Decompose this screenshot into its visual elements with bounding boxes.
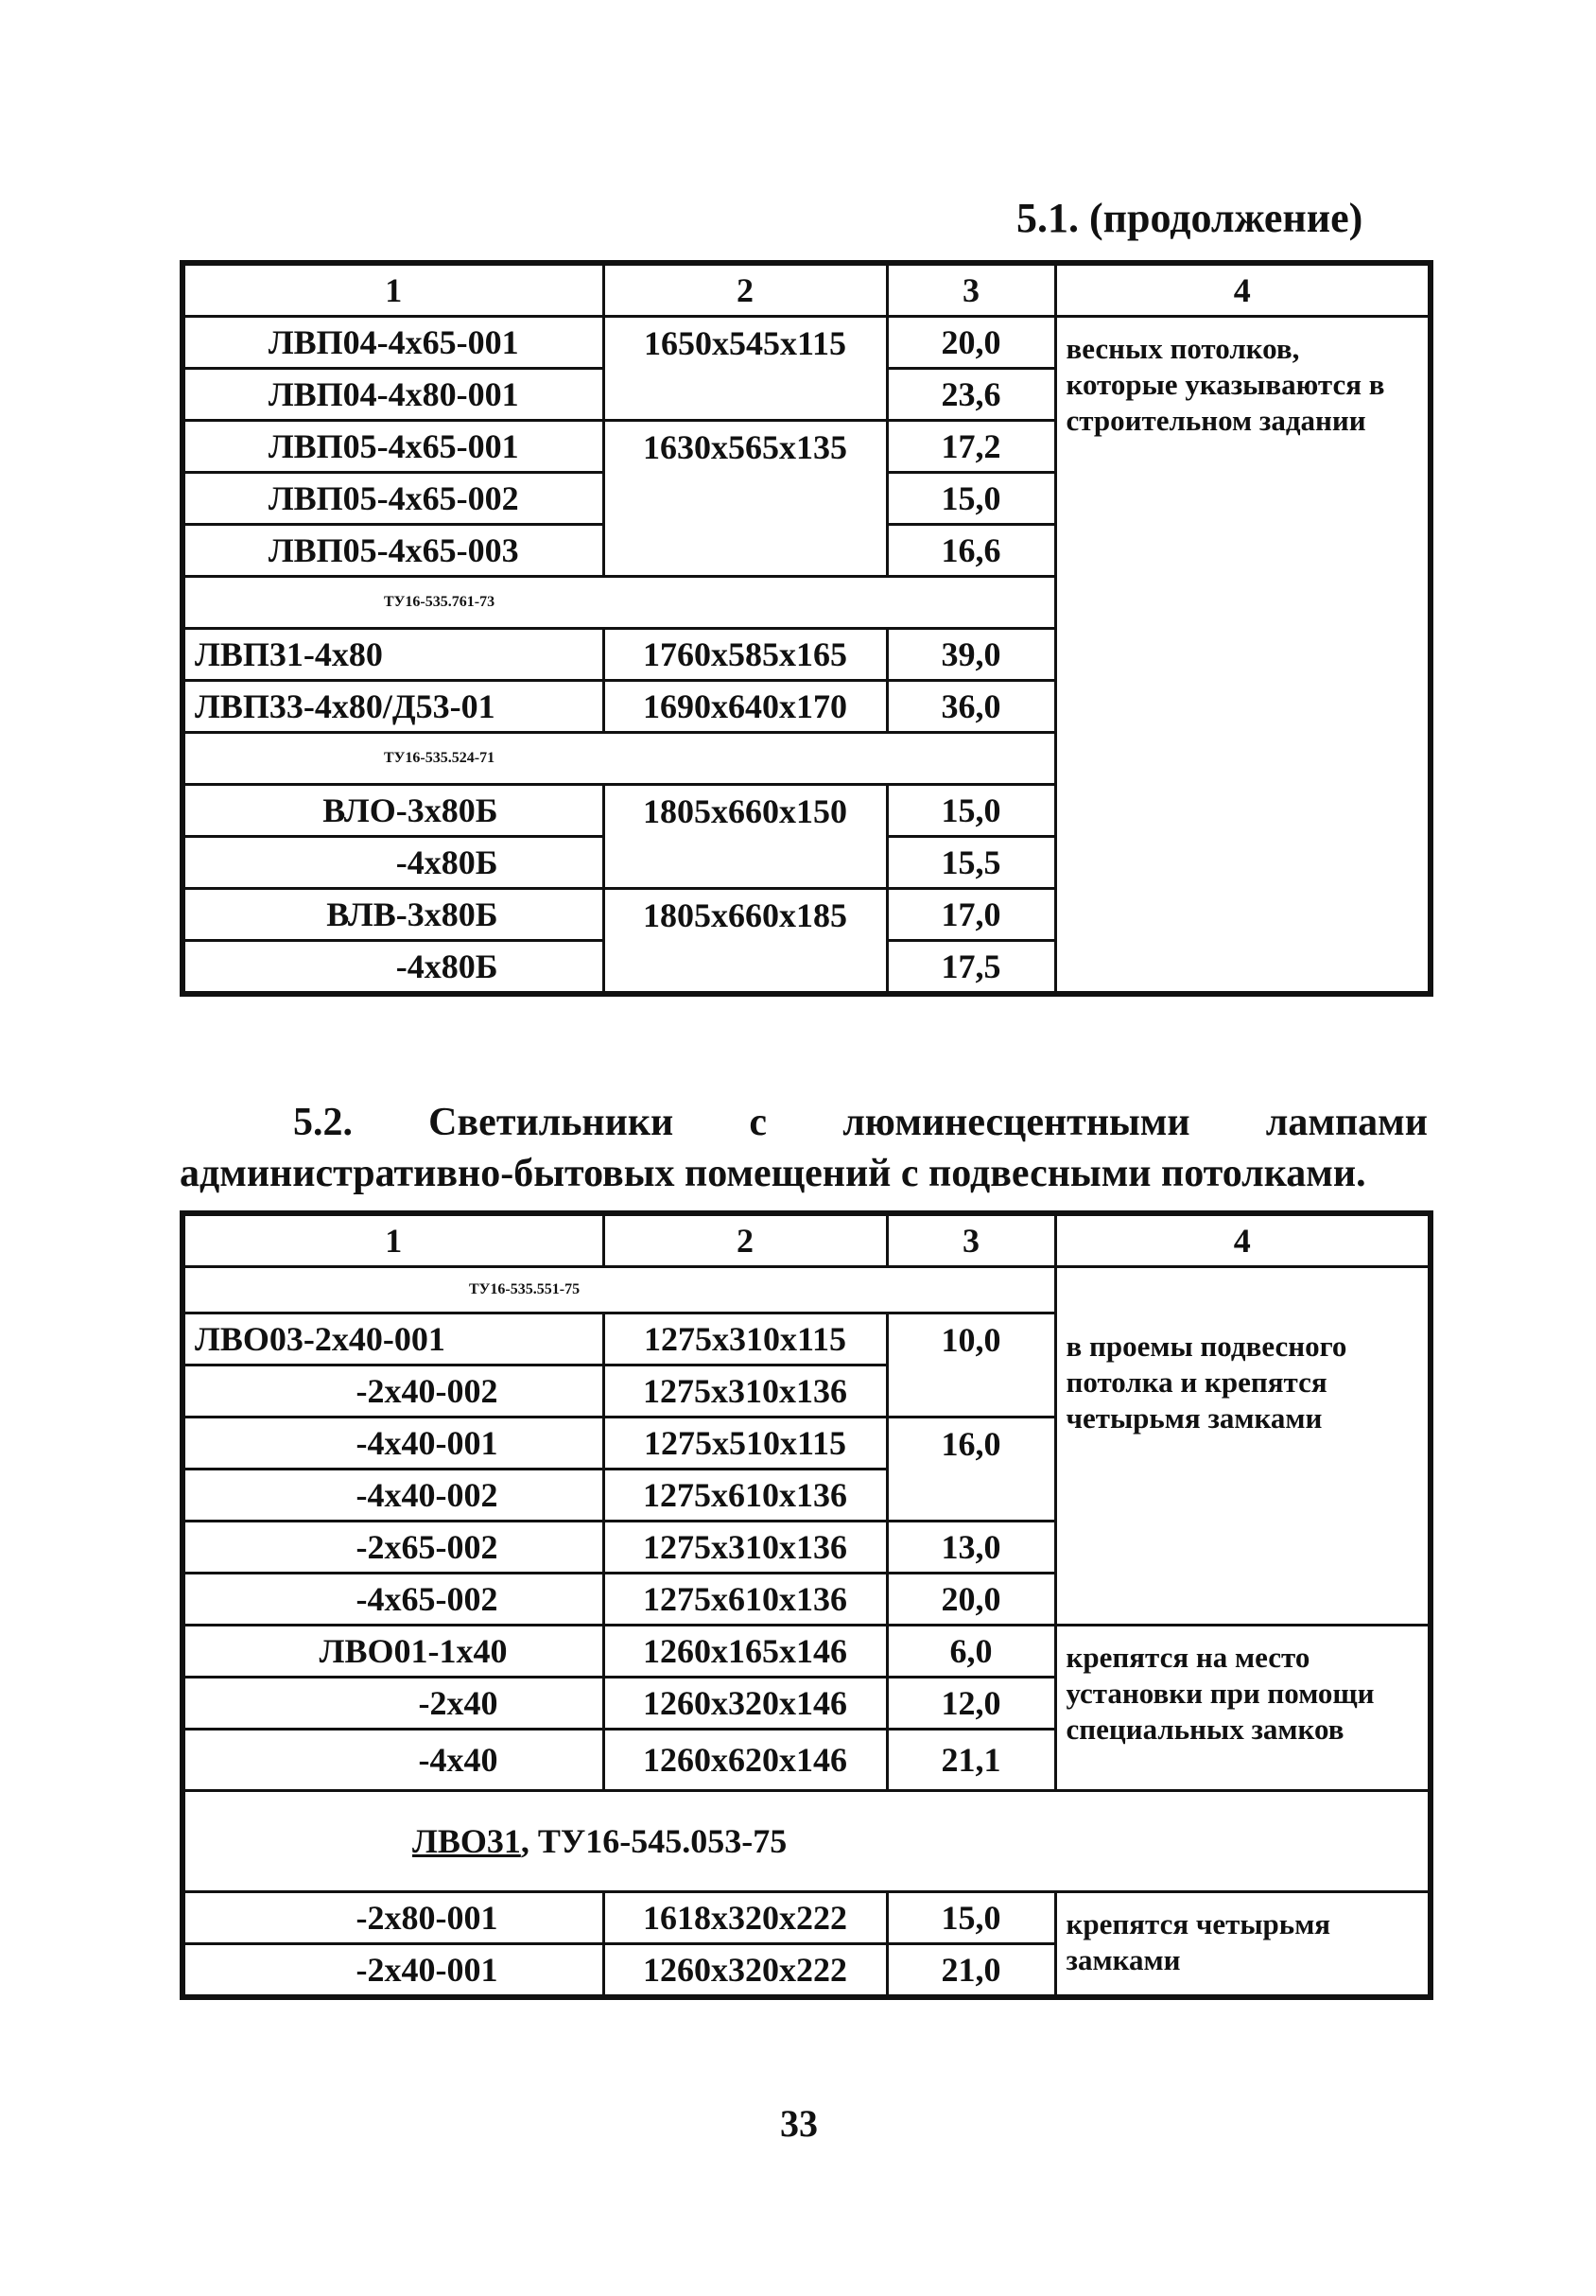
lamp-mass: 20,0 [887, 317, 1055, 369]
lamp-name: ЛВП33-4х80/Д53-01 [182, 681, 603, 733]
group-title-row [182, 577, 1431, 629]
lamp-name: -2х40-002 [182, 1365, 603, 1418]
lamp-name: ЛВП31-4х80 [182, 629, 603, 681]
lamp-mass: 23,6 [887, 369, 1055, 421]
lamp-mass: 16,0 [887, 1418, 1055, 1522]
col-header-4: 4 [1055, 263, 1431, 317]
lamp-dimensions: 1260х320х222 [603, 1944, 887, 1998]
col-header-2: 2 [603, 263, 887, 317]
lamp-mass: 21,0 [887, 1944, 1055, 1998]
table-5-1-continued [180, 260, 1433, 997]
lamp-name: ВЛВ-3х80Б [182, 889, 603, 941]
lamp-dimensions: 1805х660х150 [603, 785, 887, 889]
lamp-name: -4х40 [182, 1730, 603, 1791]
table-row [182, 1626, 1431, 1678]
group-title-row [182, 1267, 1431, 1313]
group-title-row [182, 1791, 1431, 1892]
group-title: ТУ16-535.524-71 [182, 733, 1055, 785]
group-title: ТУ16-535.551-75 [182, 1267, 1055, 1313]
col-header-3: 3 [887, 263, 1055, 317]
lamp-name: ЛВО03-2х40-001 [182, 1313, 603, 1365]
heading-word: лампами [1265, 1101, 1428, 1144]
lamp-name: ВЛО-3х80Б [182, 785, 603, 837]
continuation-title: 5.1. (продолжение) [1016, 195, 1363, 241]
table-header-row [182, 263, 1431, 317]
note-empty-cell [1055, 577, 1431, 995]
note-text: крепятся на место установки при помощи специальных замков [1055, 1626, 1431, 1791]
lamp-dimensions: 1260х320х146 [603, 1678, 887, 1730]
lamp-name: -4х40-002 [182, 1470, 603, 1522]
lamp-name: ЛВП05-4х65-003 [182, 525, 603, 577]
note-text: в проемы подвесного потолка и крепятся четырьмя замками [1055, 1267, 1431, 1626]
section-number: 5.2. [293, 1101, 353, 1144]
page-number: 33 [780, 2102, 818, 2145]
lamp-mass: 17,0 [887, 889, 1055, 941]
lamp-dimensions: 1650х545х115 [603, 317, 887, 421]
lamp-dimensions: 1260х620х146 [603, 1730, 887, 1791]
heading-line-2: административно-бытовых помещений с подвесными потолками. [180, 1152, 1366, 1195]
heading-word: Светильники [428, 1101, 674, 1144]
lamp-mass: 17,2 [887, 421, 1055, 473]
group-title: ТУ16-535.761-73 [182, 577, 1055, 629]
lamp-name: -4х80Б [182, 837, 603, 889]
lamp-name: ЛВП04-4х80-001 [182, 369, 603, 421]
lamp-mass: 12,0 [887, 1678, 1055, 1730]
lamp-name: ЛВП05-4х65-002 [182, 473, 603, 525]
note-text: весных потолков, которые указываются в строительном задании [1055, 317, 1431, 577]
group-title-rest: , ТУ16-545.053-75 [520, 1822, 788, 1860]
lamp-dimensions: 1275х610х136 [603, 1470, 887, 1522]
section-5-2-heading [180, 1097, 1428, 1199]
lamp-dimensions: 1275х310х115 [603, 1313, 887, 1365]
lamp-dimensions: 1260х165х146 [603, 1626, 887, 1678]
lamp-dimensions: 1275х510х115 [603, 1418, 887, 1470]
heading-word: с [749, 1101, 768, 1144]
lamp-dimensions: 1630х565х135 [603, 421, 887, 577]
lamp-name: -4х40-001 [182, 1418, 603, 1470]
lamp-mass: 6,0 [887, 1626, 1055, 1678]
heading-word: люминесцентными [842, 1101, 1190, 1144]
lamp-name: ЛВП05-4х65-001 [182, 421, 603, 473]
table-header-row [182, 1213, 1431, 1267]
lamp-name: -2х65-002 [182, 1522, 603, 1574]
group-title-underlined: ЛВО31 [412, 1822, 521, 1860]
lamp-dimensions: 1805х660х185 [603, 889, 887, 995]
group-title [182, 1791, 1431, 1892]
col-header-3: 3 [887, 1213, 1055, 1267]
note-text: крепятся четырьмя замками [1055, 1892, 1431, 1998]
lamp-name: ЛВП04-4х65-001 [182, 317, 603, 369]
lamp-name: ЛВО01-1х40 [182, 1626, 603, 1678]
col-header-1: 1 [182, 263, 603, 317]
table-row [182, 317, 1431, 369]
lamp-dimensions: 1275х310х136 [603, 1365, 887, 1418]
lamp-name: -2х40-001 [182, 1944, 603, 1998]
table-row [182, 1892, 1431, 1944]
lamp-mass: 15,0 [887, 785, 1055, 837]
lamp-mass: 15,0 [887, 1892, 1055, 1944]
lamp-mass: 10,0 [887, 1313, 1055, 1418]
lamp-name: -2х80-001 [182, 1892, 603, 1944]
lamp-dimensions: 1618х320х222 [603, 1892, 887, 1944]
lamp-mass: 17,5 [887, 941, 1055, 995]
col-header-2: 2 [603, 1213, 887, 1267]
lamp-mass: 20,0 [887, 1574, 1055, 1626]
lamp-mass: 36,0 [887, 681, 1055, 733]
col-header-4: 4 [1055, 1213, 1431, 1267]
col-header-1: 1 [182, 1213, 603, 1267]
lamp-name: -4х65-002 [182, 1574, 603, 1626]
lamp-name: -4х80Б [182, 941, 603, 995]
lamp-dimensions: 1275х610х136 [603, 1574, 887, 1626]
lamp-mass: 15,0 [887, 473, 1055, 525]
lamp-mass: 21,1 [887, 1730, 1055, 1791]
lamp-mass: 13,0 [887, 1522, 1055, 1574]
lamp-dimensions: 1275х310х136 [603, 1522, 887, 1574]
lamp-mass: 16,6 [887, 525, 1055, 577]
lamp-mass: 39,0 [887, 629, 1055, 681]
lamp-mass: 15,5 [887, 837, 1055, 889]
lamp-dimensions: 1760х585х165 [603, 629, 887, 681]
table-5-2 [180, 1210, 1433, 2000]
lamp-dimensions: 1690х640х170 [603, 681, 887, 733]
lamp-name: -2х40 [182, 1678, 603, 1730]
